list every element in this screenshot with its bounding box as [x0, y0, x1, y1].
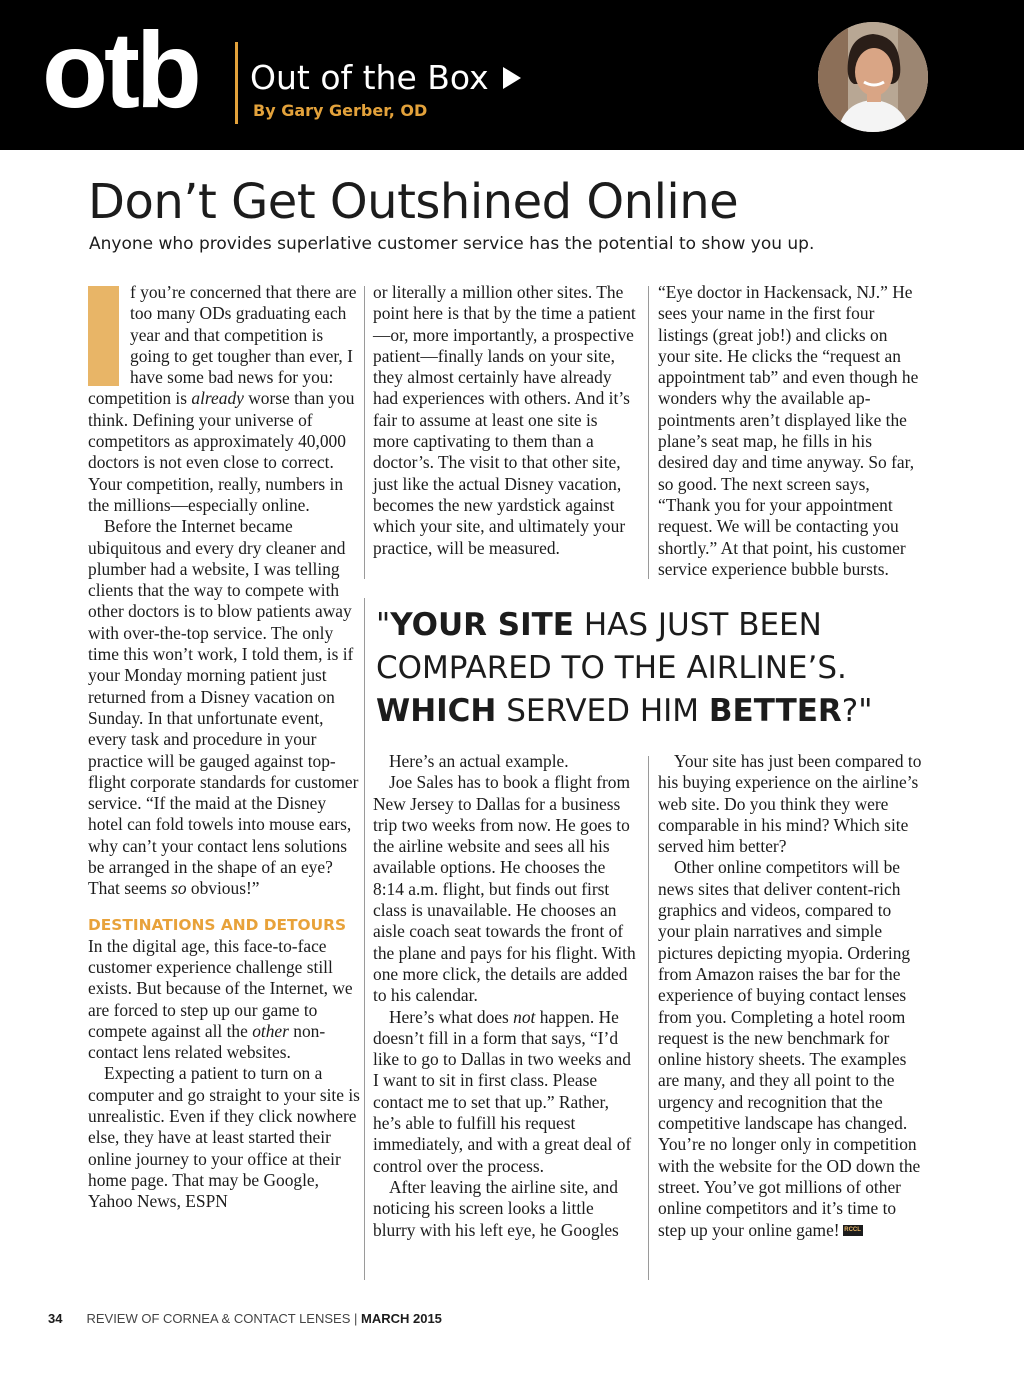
column-title-row: [250, 58, 521, 98]
section-subhead: DESTINATIONS AND DETOURS: [88, 915, 347, 934]
pull-quote: "YOUR SITE HAS JUST BEEN COMPARED TO THE AIRLINE’S. WHICH SERVED HIM BETTER?": [376, 607, 873, 729]
otb-logo: otb: [42, 9, 198, 130]
issue-date: MARCH 2015: [360, 1311, 442, 1326]
footer-separator: |: [350, 1311, 361, 1326]
body-paragraph: Before the Internet became ubiquitous and every dry cleaner and plumber had a website, I was telling clients that the way to compete with other doctors is to blow patients away with over-the-top service. The only time this won’t work, I told them, is if your Monday morning patient just returned from a Disney vacation on Sunday. In that unfortunate event, every task and procedure in your practice will be gauged against top-flight corporate standards for customer service. “If the maid at the Disney hotel can fold towels into mouse ears, why can’t your contact lens solutions be arranged in the shape of an eye? That seems so obvious!”: [88, 516, 359, 899]
article-column-1: [88, 282, 360, 1212]
column-title: Out of the Box: [250, 58, 489, 97]
article-headline: Don’t Get Outshined Online: [88, 174, 739, 230]
magazine-name: REVIEW OF CORNEA & CONTACT LENSES: [86, 1311, 351, 1326]
page-footer: [48, 1311, 442, 1327]
column-rule: [364, 286, 365, 579]
body-paragraph: After leaving the airline site, and noticing his screen looks a little blurry with his left eye, he Googles: [373, 1176, 619, 1240]
body-paragraph: or literally a million other sites. The point here is that by the time a patient—or, more importantly, a prospective patient—finally lands on your site, they almost certainly have already had experiences with others. And it’s fair to assume at least one site is more captivating to them than a doctor’s. The visit to that other site, just like the actual Disney vacation, becomes the new yardstick against which your site, and ultimately your practice, will be measured.: [373, 282, 636, 558]
logo-divider: [235, 42, 238, 124]
body-paragraph: In the digital age, this face-to-face customer experience challenge still exists. But because of the Internet, we are forced to step up our game to compete against all the other non-contact lens related websites.: [88, 935, 353, 1063]
header-banner: [0, 0, 1024, 150]
body-paragraph: Joe Sales has to book a flight from New Jersey to Dallas for a business trip two weeks from now. He goes to the airline website and sees all his available options. He chooses the 8:14 a.m. flight, but finds out first class is unavailable. He chooses an aisle coach seat towards the front of the plane and pays for his flight. With one more click, the details are added to his calendar.: [373, 772, 636, 1006]
body-paragraph: Other online competitors will be news sites that deliver content-rich graphics and videos, compared to your plain narratives and simple pictures depicting myopia. Ordering from Amazon raises the bar for the experience of buying contact lenses from you. Completing a hotel room request is the new benchmark for online history sheets. The examples are many, and they all point to the urgency and recognition that the competitive landscape has changed. You’re no longer only in competition with the website for the OD down the street. You’ve got millions of other online competitors and it’s time to step up your online game! RCCL: [658, 857, 921, 1240]
body-paragraph: Your site has just been compared to his buying experience on the airline’s web site. Do you think they were comparable in his mind? Which site served him better?: [658, 751, 922, 857]
body-paragraph: Here’s what does not happen. He doesn’t fill in a form that says, “I’d like to go to Dallas in two weeks and I want to sit in first class. Please contact me to set that up.” Rather, he’s able to fulfill his request immediately, and with a great deal of control over the process.: [373, 1006, 632, 1176]
play-arrow-icon: [503, 67, 521, 89]
article-column-2-bottom: [373, 751, 637, 1241]
body-paragraph: Here’s an actual example.: [389, 751, 569, 771]
byline: By Gary Gerber, OD: [253, 101, 428, 120]
page-number: 34: [48, 1311, 63, 1326]
article-column-2-top: [373, 282, 637, 559]
body-paragraph: Expecting a patient to turn on a computer and go straight to your site is unrealistic. Even if they click nowhere else, they have at least started their online journey to your office at their home page. That may be Google, Yahoo News, ESPN: [88, 1063, 360, 1212]
column-rule: [648, 756, 649, 1280]
lead-paragraph: f you’re concerned that there are too many ODs graduating each year and that competition is going to get tougher than ever, I have some bad news for you: competition is already worse than you think. Defining your universe of competitors as approximately 40,000 doctors is not even close to correct. Your competition, really, numbers in the millions—especially online.: [88, 282, 357, 515]
author-photo: [818, 22, 928, 132]
drop-cap: [88, 286, 119, 386]
column-rule: [648, 286, 649, 579]
column-rule: [364, 598, 365, 1280]
article-column-3-top: [658, 282, 922, 580]
body-paragraph: “Eye doctor in Hackensack, NJ.” He sees your name in the first four listings (great job!) and clicks on your site. He clicks the “request an appointment tab” and even though he wonders why the available appointments aren’t displayed like the plane’s seat map, he fills in his desired day and time anyway. So far, so good. The next screen says, “Thank you for your appointment request. We will be contacting you shortly.” At that point, his customer service experience bubble bursts.: [658, 282, 919, 579]
article-column-3-bottom: [658, 751, 922, 1241]
article-deck: Anyone who provides superlative customer service has the potential to show you up.: [89, 234, 815, 254]
end-mark-badge: RCCL: [843, 1225, 863, 1236]
